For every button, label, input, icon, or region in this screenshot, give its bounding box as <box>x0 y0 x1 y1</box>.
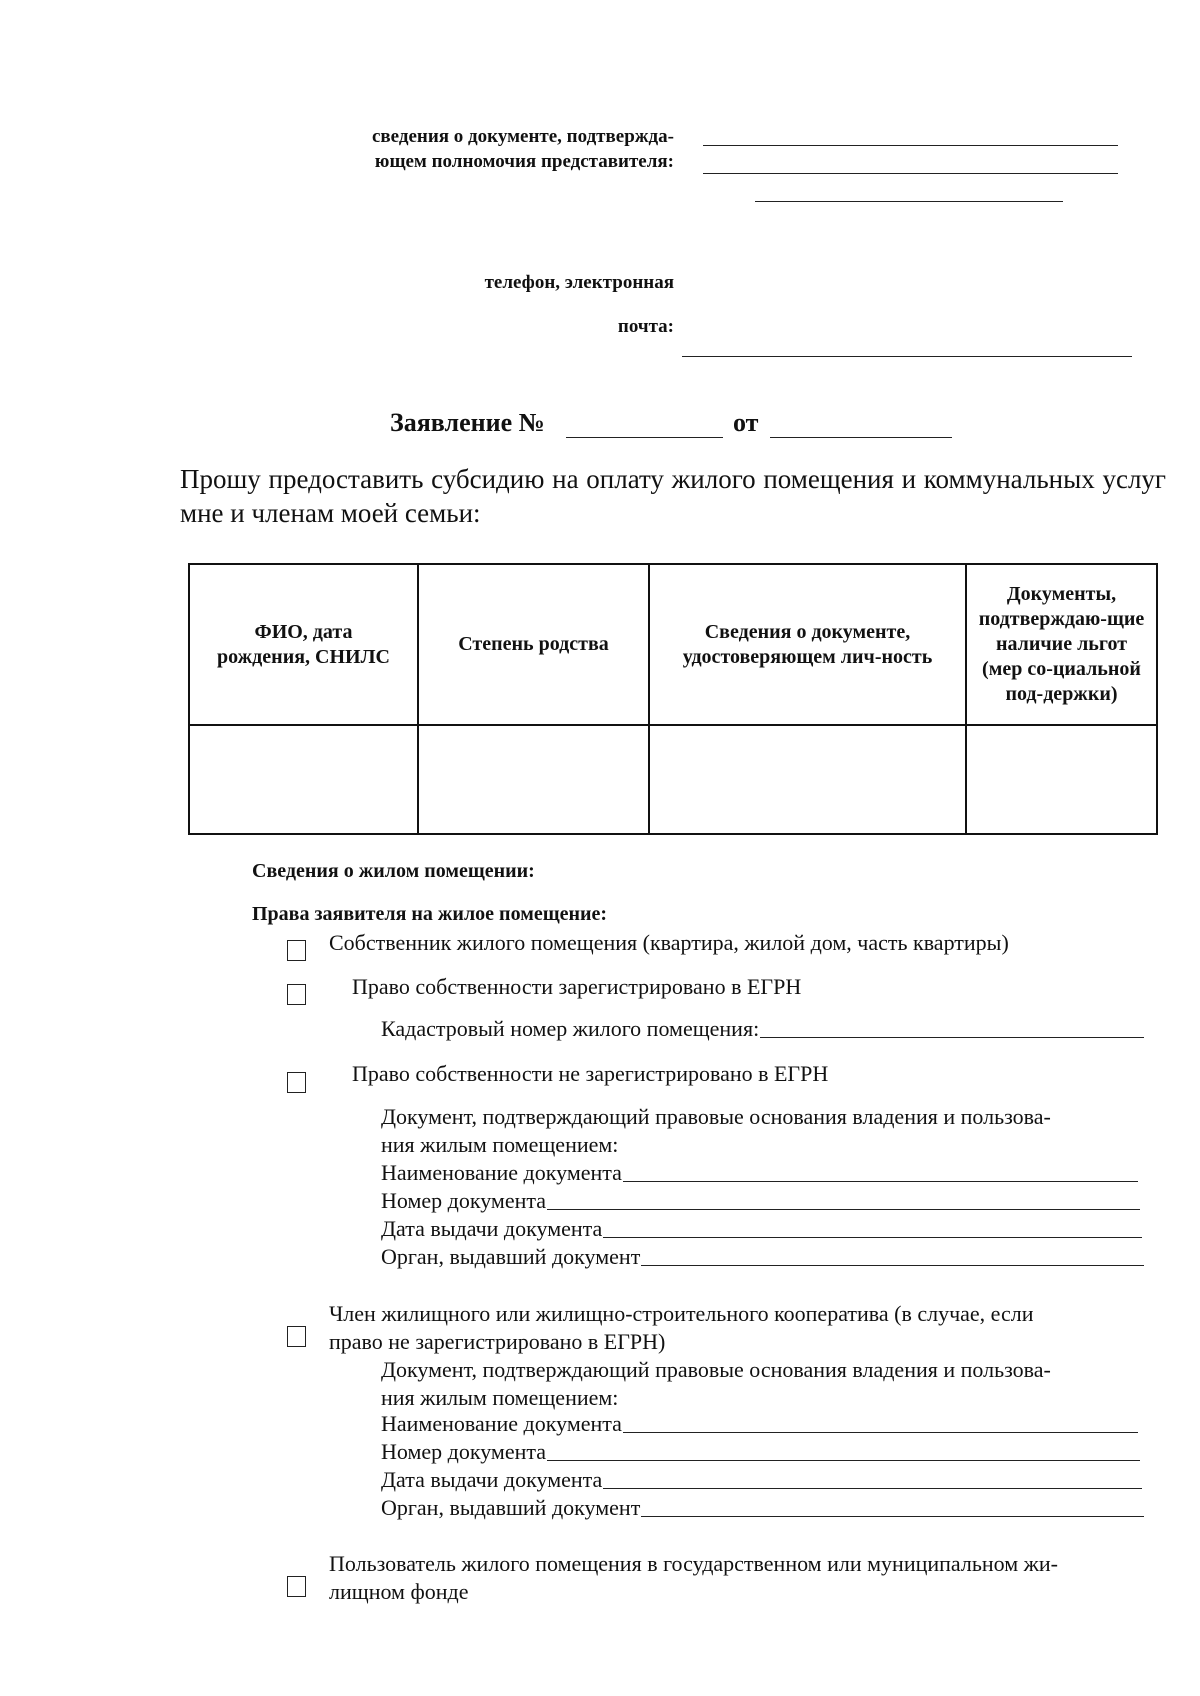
application-title-from: от <box>733 408 759 437</box>
document-number-line[interactable] <box>547 1209 1140 1210</box>
document-issue-date-field[interactable] <box>381 1215 1142 1243</box>
housing-user-option-label <box>329 1550 1058 1606</box>
phone-email-label-line2: почта: <box>617 316 674 337</box>
document-number-label: Номер документа <box>381 1188 547 1213</box>
family-members-table <box>188 563 1158 835</box>
coop-member-option-line1: Член жилищного или жилищно-строительного кооператива (в случае, если <box>329 1301 1034 1326</box>
phone-email-label-line1: телефон, электронная <box>484 272 674 293</box>
coop-document-number-line[interactable] <box>547 1460 1140 1461</box>
document-issue-date-label: Дата выдачи документа <box>381 1216 603 1241</box>
coop-document-issue-date-label: Дата выдачи документа <box>381 1467 603 1492</box>
coop-member-checkbox[interactable] <box>287 1326 306 1347</box>
document-issuer-line[interactable] <box>641 1265 1144 1266</box>
registered-option-label: Право собственности зарегистрировано в ЕГРН <box>352 974 802 999</box>
coop-member-option-line2: право не зарегистрировано в ЕГРН) <box>329 1329 666 1354</box>
column-header-fio: ФИО, дата рождения, СНИЛС <box>189 564 418 725</box>
not-registered-checkbox[interactable] <box>287 1072 306 1093</box>
owner-option-label: Собственник жилого помещения (квартира, жилой дом, часть квартиры) <box>329 930 1009 955</box>
coop-basis-document-caption-line2: ния жилым помещением: <box>381 1385 619 1410</box>
coop-document-issue-date-line[interactable] <box>603 1488 1142 1489</box>
representative-doc-line-3[interactable] <box>755 201 1063 202</box>
coop-basis-document-caption-line1: Документ, подтверждающий правовые основания владения и пользова- <box>381 1357 1051 1382</box>
document-name-line[interactable] <box>623 1181 1138 1182</box>
coop-document-issuer-label: Орган, выдавший документ <box>381 1495 641 1520</box>
table-cell-fio[interactable] <box>189 725 418 834</box>
coop-document-number-field[interactable] <box>381 1438 1140 1466</box>
representative-doc-label-line2: ющем полномочия представителя: <box>374 151 674 172</box>
basis-document-caption <box>381 1103 1051 1159</box>
document-name-label: Наименование документа <box>381 1160 622 1185</box>
column-header-benefit-documents: Документы, подтверждаю-щие наличие льгот (мер со-циальной под-держки) <box>966 564 1157 725</box>
basis-document-caption-line2: ния жилым помещением: <box>381 1132 619 1157</box>
table-header-row <box>189 564 1157 725</box>
phone-email-line[interactable] <box>682 356 1132 357</box>
column-header-id-document: Сведения о документе, удостоверяющем лич-ность <box>649 564 966 725</box>
application-date-line[interactable] <box>770 437 952 438</box>
document-issuer-label: Орган, выдавший документ <box>381 1244 641 1269</box>
application-title <box>390 408 545 438</box>
document-name-field[interactable] <box>381 1159 1138 1187</box>
coop-document-name-line[interactable] <box>623 1432 1138 1433</box>
table-row <box>189 725 1157 834</box>
cadastral-number-line[interactable] <box>760 1037 1144 1038</box>
coop-document-number-label: Номер документа <box>381 1439 547 1464</box>
coop-member-option-label <box>329 1300 1034 1356</box>
document-issuer-field[interactable] <box>381 1243 1144 1271</box>
coop-document-issuer-line[interactable] <box>641 1516 1144 1517</box>
coop-document-name-label: Наименование документа <box>381 1411 622 1436</box>
document-number-field[interactable] <box>381 1187 1140 1215</box>
application-number-line[interactable] <box>566 437 723 438</box>
table-cell-relation[interactable] <box>418 725 649 834</box>
coop-document-issue-date-field[interactable] <box>381 1466 1142 1494</box>
representative-doc-line-2[interactable] <box>703 173 1118 174</box>
housing-user-option-line2: лищном фонде <box>329 1579 469 1604</box>
application-title-prefix: Заявление № <box>390 408 545 437</box>
column-header-relation: Степень родства <box>418 564 649 725</box>
housing-section-title: Сведения о жилом помещении: <box>252 860 535 882</box>
rights-section-title: Права заявителя на жилое помещение: <box>252 903 608 925</box>
coop-document-name-field[interactable] <box>381 1410 1138 1438</box>
basis-document-caption-line1: Документ, подтверждающий правовые основания владения и пользова- <box>381 1104 1051 1129</box>
cadastral-number-field[interactable] <box>381 1015 1144 1043</box>
coop-document-issuer-field[interactable] <box>381 1494 1144 1522</box>
owner-checkbox[interactable] <box>287 940 306 961</box>
coop-basis-document-caption <box>381 1356 1051 1412</box>
table-cell-benefit-documents[interactable] <box>966 725 1157 834</box>
representative-doc-label-line1: сведения о документе, подтвержда- <box>371 126 674 147</box>
table-cell-id-document[interactable] <box>649 725 966 834</box>
cadastral-number-label: Кадастровый номер жилого помещения: <box>381 1016 760 1041</box>
registered-checkbox[interactable] <box>287 984 306 1005</box>
representative-doc-label <box>372 124 674 174</box>
housing-user-checkbox[interactable] <box>287 1576 306 1597</box>
housing-user-option-line1: Пользователь жилого помещения в государственном или муниципальном жи- <box>329 1551 1058 1576</box>
document-issue-date-line[interactable] <box>603 1237 1142 1238</box>
representative-doc-line-1[interactable] <box>703 145 1118 146</box>
request-text: Прошу предоставить субсидию на оплату жилого помещения и коммунальных услуг мне и членам моей семьи: <box>180 464 1166 528</box>
not-registered-option-label: Право собственности не зарегистрировано в ЕГРН <box>352 1061 829 1086</box>
